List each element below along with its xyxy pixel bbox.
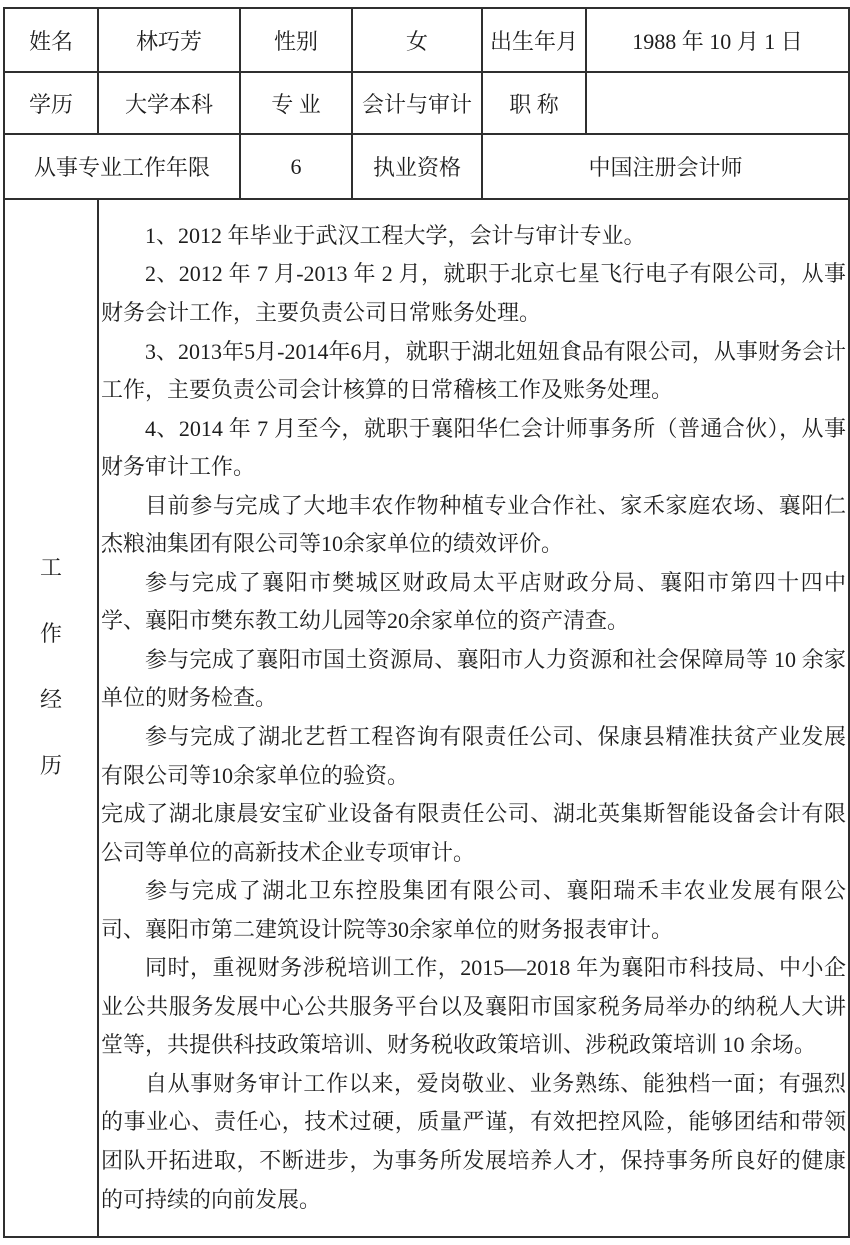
gender-label: 性别 [240, 8, 352, 72]
work-paragraph: 完成了湖北康晨安宝矿业设备有限责任公司、湖北英集斯智能设备会计有限公司等单位的高新技术企业专项审计。 [101, 801, 846, 865]
work-paragraph: 参与完成了湖北艺哲工程咨询有限责任公司、保康县精准扶贫产业发展有限公司等10余家单位的验资。 [101, 724, 846, 788]
row-personal-3 [4, 134, 849, 199]
work-paragraph: 参与完成了襄阳市国土资源局、襄阳市人力资源和社会保障局等 10 余家单位的财务检查。 [101, 646, 846, 711]
birth-value: 1988 年 10 月 1 日 [586, 8, 849, 72]
work-experience-vertical-label [40, 535, 62, 799]
name-label: 姓名 [4, 8, 98, 72]
work-paragraph: 1、2012 年毕业于武汉工程大学，会计与审计专业。 [145, 222, 646, 248]
birth-label: 出生年月 [482, 8, 586, 72]
qualification-label: 执业资格 [352, 134, 482, 199]
row-personal-1 [4, 8, 849, 72]
title-label: 职 称 [482, 72, 586, 134]
work-paragraph: 3、2013年5月-2014年6月，就职于湖北妞妞食品有限公司，从事财务会计工作，主要负责公司会计核算的日常稽核工作及账务处理。 [101, 338, 846, 403]
row-personal-2 [4, 72, 849, 134]
years-value: 6 [240, 134, 352, 199]
work-experience-label [4, 199, 98, 1237]
work-paragraph: 参与完成了襄阳市樊城区财政局太平店财政分局、襄阳市第四十四中学、襄阳市樊东教工幼儿园等20余家单位的资产清查。 [101, 569, 846, 634]
qualification-value: 中国注册会计师 [482, 134, 849, 199]
years-label: 从事专业工作年限 [4, 134, 240, 199]
gender-value: 女 [352, 8, 482, 72]
name-value: 林巧芳 [98, 8, 240, 72]
education-label: 学历 [4, 72, 98, 134]
work-experience-text [98, 199, 849, 1237]
work-label-char: 经 [39, 687, 62, 712]
row-work-experience [4, 199, 849, 1237]
work-paragraph: 自从事财务审计工作以来，爱岗敬业、业务熟练、能独档一面；有强烈的事业心、责任心，技术过硬，质量严谨，有效把控风险，能够团结和带领团队开拓进取，不断进步，为事务所发展培养人才，保持事务所良好的健康的可持续的向前发展。 [101, 1070, 846, 1212]
work-label-char: 历 [39, 753, 62, 778]
resume-table [3, 7, 850, 1238]
work-label-char: 作 [39, 621, 62, 646]
work-paragraph: 4、2014 年 7 月至今，就职于襄阳华仁会计师事务所（普通合伙），从事财务审计工作。 [101, 415, 846, 480]
work-paragraph: 2、2012 年 7 月-2013 年 2 月，就职于北京七星飞行电子有限公司，从事财务会计工作，主要负责公司日常账务处理。 [101, 261, 846, 325]
major-value: 会计与审计 [352, 72, 482, 134]
work-paragraph: 参与完成了湖北卫东控股集团有限公司、襄阳瑞禾丰农业发展有限公司、襄阳市第二建筑设计院等30余家单位的财务报表审计。 [101, 878, 846, 942]
work-paragraph: 同时，重视财务涉税培训工作，2015—2018 年为襄阳市科技局、中小企业公共服务发展中心公共服务平台以及襄阳市国家税务局举办的纳税人大讲堂等，共提供科技政策培训、财务税收政策培训、涉税政策培训 10 余场。 [101, 955, 846, 1058]
title-value [586, 72, 849, 134]
major-label: 专 业 [240, 72, 352, 134]
education-value: 大学本科 [98, 72, 240, 134]
work-paragraph: 目前参与完成了大地丰农作物种植专业合作社、家禾家庭农场、襄阳仁杰粮油集团有限公司等10余家单位的绩效评价。 [101, 492, 846, 557]
work-label-char: 工 [39, 555, 62, 580]
